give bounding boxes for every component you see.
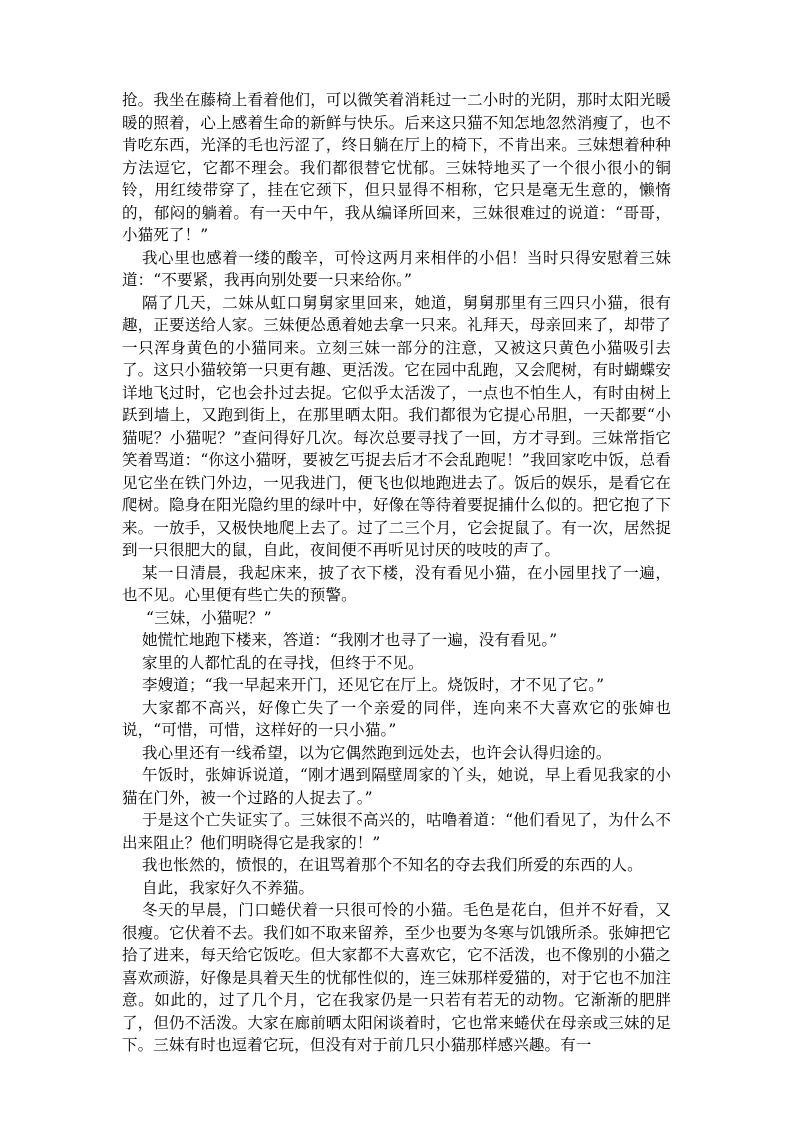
paragraph: “三妹，小猫呢？” (146, 608, 272, 627)
paragraph: 于是这个亡失证实了。三妹很不高兴的，咕噜着道：“他们看见了，为什么不出来阻止？他们明晓得它是我家的！” (122, 811, 671, 852)
paragraph: 李嫂道；“我一早起来开门，还见它在厅上。烧饭时，才不见了它。” (142, 676, 605, 694)
paragraph: 自此，我家好久不养猫。 (142, 878, 315, 897)
paragraph: 大家都不高兴，好像亡失了一个亲爱的同伴，连向来不大喜欢它的张婶也说，“可惜，可惜，这样好的一只小猫。” (122, 698, 671, 739)
paragraph: 隔了几天，二妹从虹口舅舅家里回来，她道，舅舅那里有三四只小猫，很有趣，正要送给人家。三妹便怂恿着她去拿一只来。礼拜天，母亲回来了，却带了一只浑身黄色的小猫同来。立刻三妹一部分的注意，又被这只黄色小猫吸引去了。这只小猫较第一只更有趣、更活泼。它在园中乱跑，又会爬树，有时蝴蝶安详地飞过时，它也会扑过去捉。它似乎太活泼了，一点也不怕生人，有时由树上跃到墙上，又跑到街上，在那里晒太阳。我们都很为它提心吊胆，一天都要“小猫呢？小猫呢？”查问得好几次。每次总要寻找了一回，方才寻到。三妹常指它笑着骂道：“你这小猫呀，要被乞丐捉去后才不会乱跑呢！”我回家吃中饭，总看见它坐在铁门外边，一见我进门，便飞也似地跑进去了。饭后的娱乐，是看它在爬树。隐身在阳光隐约里的绿叶中，好像在等待着要捉捕什么似的。把它抱了下来。一放手，又极快地爬上去了。过了二三个月，它会捉鼠了。有一次，居然捉到一只很肥大的鼠，自此，夜间便不再听见讨厌的吱吱的声了。 (122, 293, 671, 559)
paragraph: 午饭时，张婶诉说道，“刚才遇到隔壁周家的丫头，她说，早上看见我家的小猫在门外，被一个过路的人捉去了。” (122, 766, 671, 807)
paragraph: 她慌忙地跑下楼来，答道：“我刚才也寻了一遍，没有看见。” (142, 631, 558, 649)
paragraph: 冬天的早晨，门口蜷伏着一只很可怜的小猫。毛色是花白，但并不好看，又很瘦。它伏着不去。我们如不取来留养，至少也要为冬寒与饥饿所杀。张婶把它拾了进来，每天给它饭吃。但大家都不大喜欢它，它不活泼，也不像别的小猫之喜欢顽游，好像是具着天生的忧郁性似的，连三妹那样爱猫的，对于它也不加注意。如此的，过了几个月，它在我家仍是一只若有若无的动物。它渐渐的肥胖了，但仍不活泼。大家在廊前晒太阳闲谈着时，它也常来蜷伏在母亲或三妹的足下。三妹有时也逗着它玩，但没有对于前几只小猫那样感兴趣。有一 (122, 901, 671, 1054)
paragraph: 家里的人都忙乱的在寻找，但终于不见。 (142, 653, 424, 672)
paragraph: 抢。我坐在藤椅上看着他们，可以微笑着消耗过一二小时的光阴，那时太阳光暖暖的照着，心上感着生命的新鲜与快乐。后来这只猫不知怎地忽然消瘦了，也不肯吃东西，光泽的毛也污涩了，终日躺在厅上的椅下，不肯出来。三妹想着种种方法逗它，它都不理会。我们都很替它忧郁。三妹特地买了一个很小很小的铜铃，用红绫带穿了，挂在它颈下，但只显得不相称，它只是毫无生意的，懒惰的，郁闷的躺着。有一天中午，我从编译所回来，三妹很难过的说道：“哥哥，小猫死了！” (122, 91, 671, 244)
paragraph: 我也怅然的，愤恨的，在诅骂着那个不知名的夺去我们所爱的东西的人。 (142, 856, 643, 874)
paragraph: 某一日清晨，我起床来，披了衣下楼，没有看见小猫，在小园里找了一遍，也不见。心里便有些亡失的预警。 (122, 563, 671, 604)
paragraph: 我心里也感着一缕的酸辛，可怜这两月来相伴的小侣！当时只得安慰着三妹道：“不要紧，我再向别处要一只来给你。” (122, 248, 671, 289)
article-body (122, 89, 671, 1057)
paragraph: 我心里还有一线希望，以为它偶然跑到远处去，也许会认得归途的。 (142, 743, 612, 762)
